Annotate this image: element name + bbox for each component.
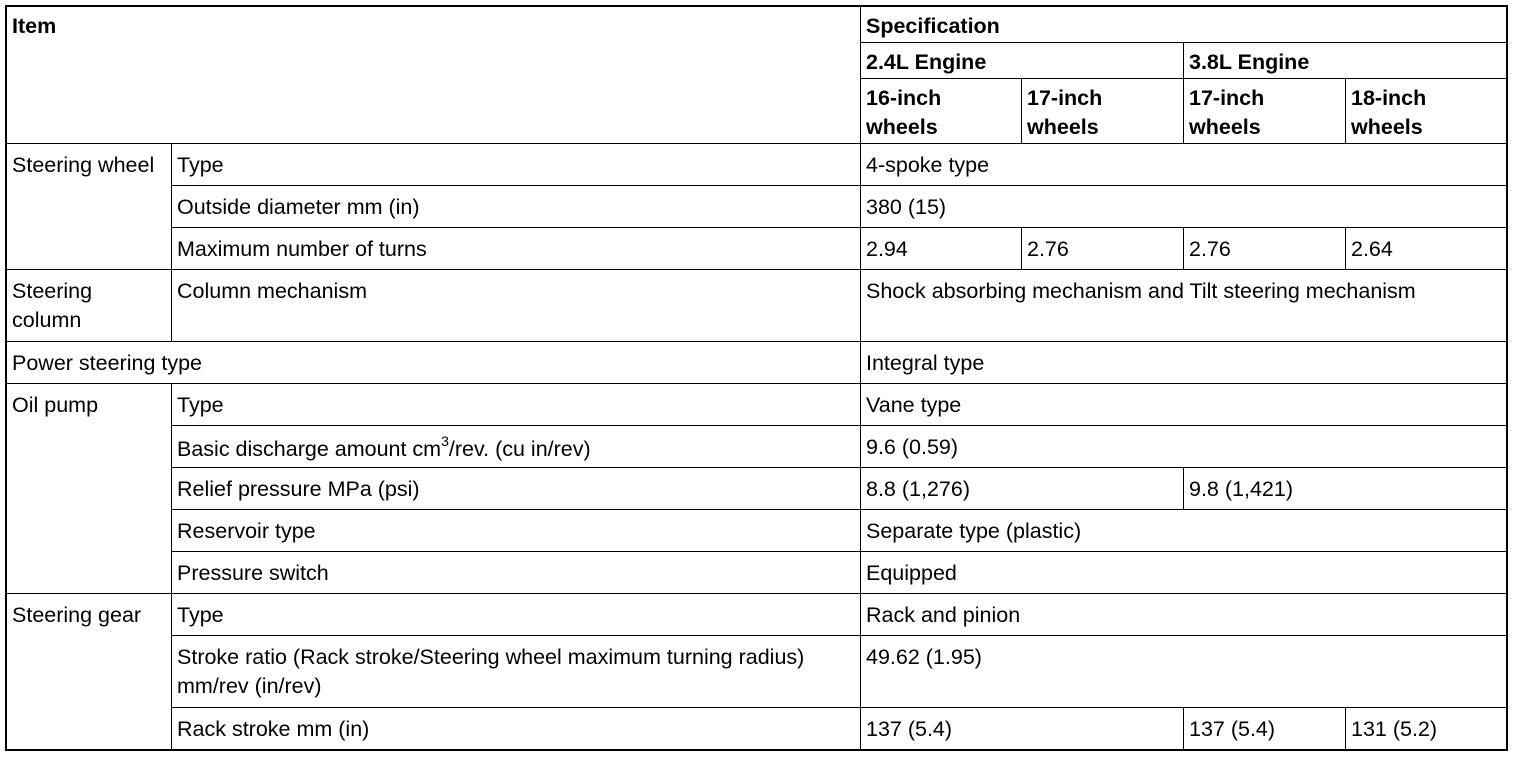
row-label: Maximum number of turns xyxy=(172,228,861,270)
discharge-label-post: /rev. (cu in/rev) xyxy=(448,437,591,461)
section-oil-pump: Oil pump xyxy=(7,384,172,594)
table-row xyxy=(7,510,1507,552)
discharge-label-sup: 3 xyxy=(441,432,449,449)
row-value: Equipped xyxy=(861,552,1507,594)
header-engine-38: 3.8L Engine xyxy=(1184,43,1507,79)
table-row xyxy=(7,342,1507,384)
table-row xyxy=(7,636,1507,708)
table-row xyxy=(7,594,1507,636)
row-value: 380 (15) xyxy=(861,186,1507,228)
row-value: 2.64 xyxy=(1346,228,1507,270)
row-value: 137 (5.4) xyxy=(1184,708,1346,750)
row-label: Type xyxy=(172,384,861,426)
row-value: 137 (5.4) xyxy=(861,708,1184,750)
row-label: Type xyxy=(172,594,861,636)
header-18-inch-wheels: 18-inch wheels xyxy=(1346,79,1507,144)
header-row-1 xyxy=(7,7,1507,43)
row-label: Type xyxy=(172,144,861,186)
row-value: 9.8 (1,421) xyxy=(1184,468,1507,510)
header-engine-24: 2.4L Engine xyxy=(861,43,1184,79)
section-power-steering: Power steering type xyxy=(7,342,861,384)
table-row xyxy=(7,552,1507,594)
row-value: 2.94 xyxy=(861,228,1022,270)
row-value: 2.76 xyxy=(1184,228,1346,270)
row-value: 131 (5.2) xyxy=(1346,708,1507,750)
row-value: Separate type (plastic) xyxy=(861,510,1507,552)
row-label: Reservoir type xyxy=(172,510,861,552)
table-row xyxy=(7,708,1507,750)
row-label: Relief pressure MPa (psi) xyxy=(172,468,861,510)
row-value: 9.6 (0.59) xyxy=(861,426,1507,468)
row-value: Integral type xyxy=(861,342,1507,384)
table-row xyxy=(7,270,1507,342)
row-label: Outside diameter mm (in) xyxy=(172,186,861,228)
table-row xyxy=(7,468,1507,510)
row-value: Shock absorbing mechanism and Tilt steering mechanism xyxy=(861,270,1507,342)
table-row xyxy=(7,186,1507,228)
section-steering-gear: Steering gear xyxy=(7,594,172,750)
row-label: Column mechanism xyxy=(172,270,861,342)
table-row xyxy=(7,144,1507,186)
row-value: Rack and pinion xyxy=(861,594,1507,636)
row-label: Pressure switch xyxy=(172,552,861,594)
row-value: 2.76 xyxy=(1022,228,1184,270)
section-steering-column: Steering column xyxy=(7,270,172,342)
header-specification: Specification xyxy=(861,7,1507,43)
header-17-inch-wheels-24: 17-inch wheels xyxy=(1022,79,1184,144)
table-row xyxy=(7,426,1507,468)
row-label-discharge xyxy=(172,426,861,468)
table-row xyxy=(7,384,1507,426)
header-17-inch-wheels-38: 17-inch wheels xyxy=(1184,79,1346,144)
discharge-label-pre: Basic discharge amount cm xyxy=(177,437,442,461)
row-value: Vane type xyxy=(861,384,1507,426)
table-row xyxy=(7,228,1507,270)
header-item: Item xyxy=(7,7,861,144)
row-label: Stroke ratio (Rack stroke/Steering wheel maximum turning radius) mm/rev (in/rev) xyxy=(172,636,861,708)
row-value: 49.62 (1.95) xyxy=(861,636,1507,708)
row-label: Rack stroke mm (in) xyxy=(172,708,861,750)
section-steering-wheel: Steering wheel xyxy=(7,144,172,270)
row-value: 8.8 (1,276) xyxy=(861,468,1184,510)
specification-table xyxy=(6,6,1507,750)
row-value: 4-spoke type xyxy=(861,144,1507,186)
header-16-inch-wheels: 16-inch wheels xyxy=(861,79,1022,144)
